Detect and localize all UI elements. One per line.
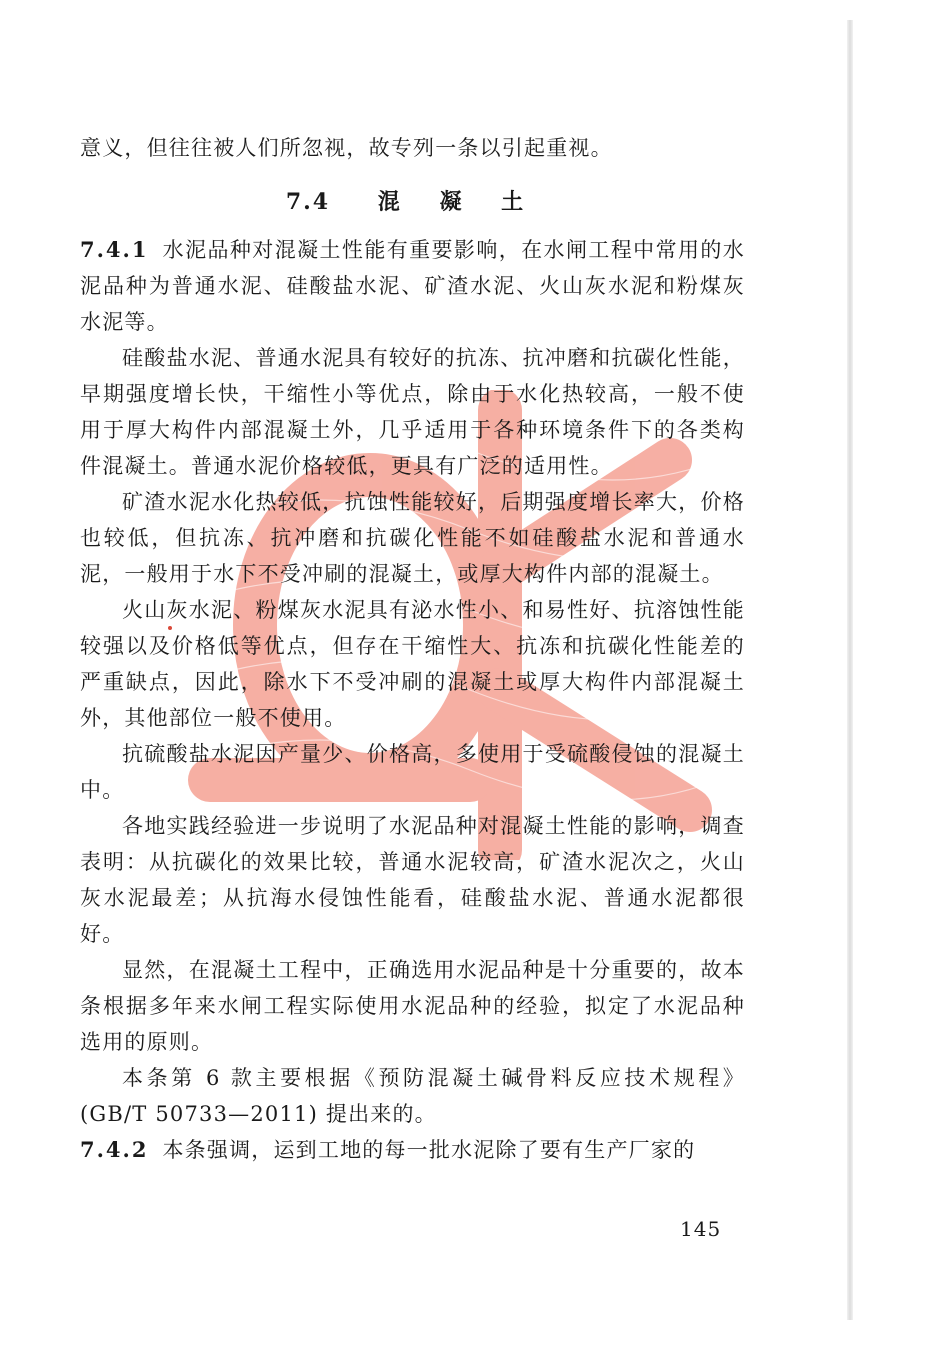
clause-7-4-2 bbox=[80, 1132, 745, 1168]
paragraph: 硅酸盐水泥、普通水泥具有较好的抗冻、抗冲磨和抗碳化性能，早期强度增长快，干缩性小等优点，除由于水化热较高，一般不使用于厚大构件内部混凝土外，几乎适用于各种环境条件下的各类构件混凝土。普通水泥价格较低，更具有广泛的适用性。 bbox=[80, 346, 745, 478]
paragraph: 矿渣水泥水化热较低，抗蚀性能较好，后期强度增长率大，价格也较低，但抗冻、抗冲磨和抗碳化性能不如硅酸盐水泥和普通水泥，一般用于水下不受冲刷的混凝土，或厚大构件内部的混凝土。 bbox=[80, 490, 745, 586]
clause-number: 7.4.1 bbox=[80, 237, 149, 262]
intro-line: 意义，但往往被人们所忽视，故专列一条以引起重视。 bbox=[80, 136, 613, 160]
clause-7-4-1 bbox=[80, 232, 745, 340]
paragraph: 各地实践经验进一步说明了水泥品种对混凝土性能的影响，调查表明：从抗碳化的效果比较，普通水泥较高，矿渣水泥次之，火山灰水泥最差；从抗海水侵蚀性能看，硅酸盐水泥、普通水泥都很好。 bbox=[80, 814, 745, 946]
paragraph: 抗硫酸盐水泥因产量少、价格高，多使用于受硫酸侵蚀的混凝土中。 bbox=[80, 742, 745, 802]
section-title-char: 土 bbox=[501, 189, 526, 215]
page-edge-shadow bbox=[847, 20, 853, 1320]
paragraph: 显然，在混凝土工程中，正确选用水泥品种是十分重要的，故本条根据多年来水闸工程实际使用水泥品种的经验，拟定了水泥品种选用的原则。 bbox=[80, 958, 745, 1054]
section-number: 7.4 bbox=[285, 189, 331, 215]
paragraph: 本条第 6 款主要根据《预防混凝土碱骨料反应技术规程》(GB/T 50733—2011) 提出来的。 bbox=[80, 1066, 745, 1126]
clause-text: 本条强调，运到工地的每一批水泥除了要有生产厂家的 bbox=[162, 1138, 696, 1162]
page-number: 145 bbox=[680, 1217, 722, 1241]
section-title-char: 凝 bbox=[439, 189, 464, 215]
clause-number: 7.4.2 bbox=[80, 1137, 149, 1162]
paragraph: 火山灰水泥、粉煤灰水泥具有泌水性小、和易性好、抗溶蚀性能较强以及价格低等优点，但存在干缩性大、抗冻和抗碳化性能差的严重缺点，因此，除水下不受冲刷的混凝土或厚大构件内部混凝土外，其他部位一般不使用。 bbox=[80, 598, 745, 730]
section-title-char: 混 bbox=[377, 189, 402, 215]
document-body bbox=[80, 130, 745, 1168]
clause-text: 水泥品种对混凝土性能有重要影响，在水闸工程中常用的水泥品种为普通水泥、硅酸盐水泥、矿渣水泥、火山灰水泥和粉煤灰水泥等。 bbox=[80, 238, 745, 334]
section-heading bbox=[80, 184, 745, 220]
